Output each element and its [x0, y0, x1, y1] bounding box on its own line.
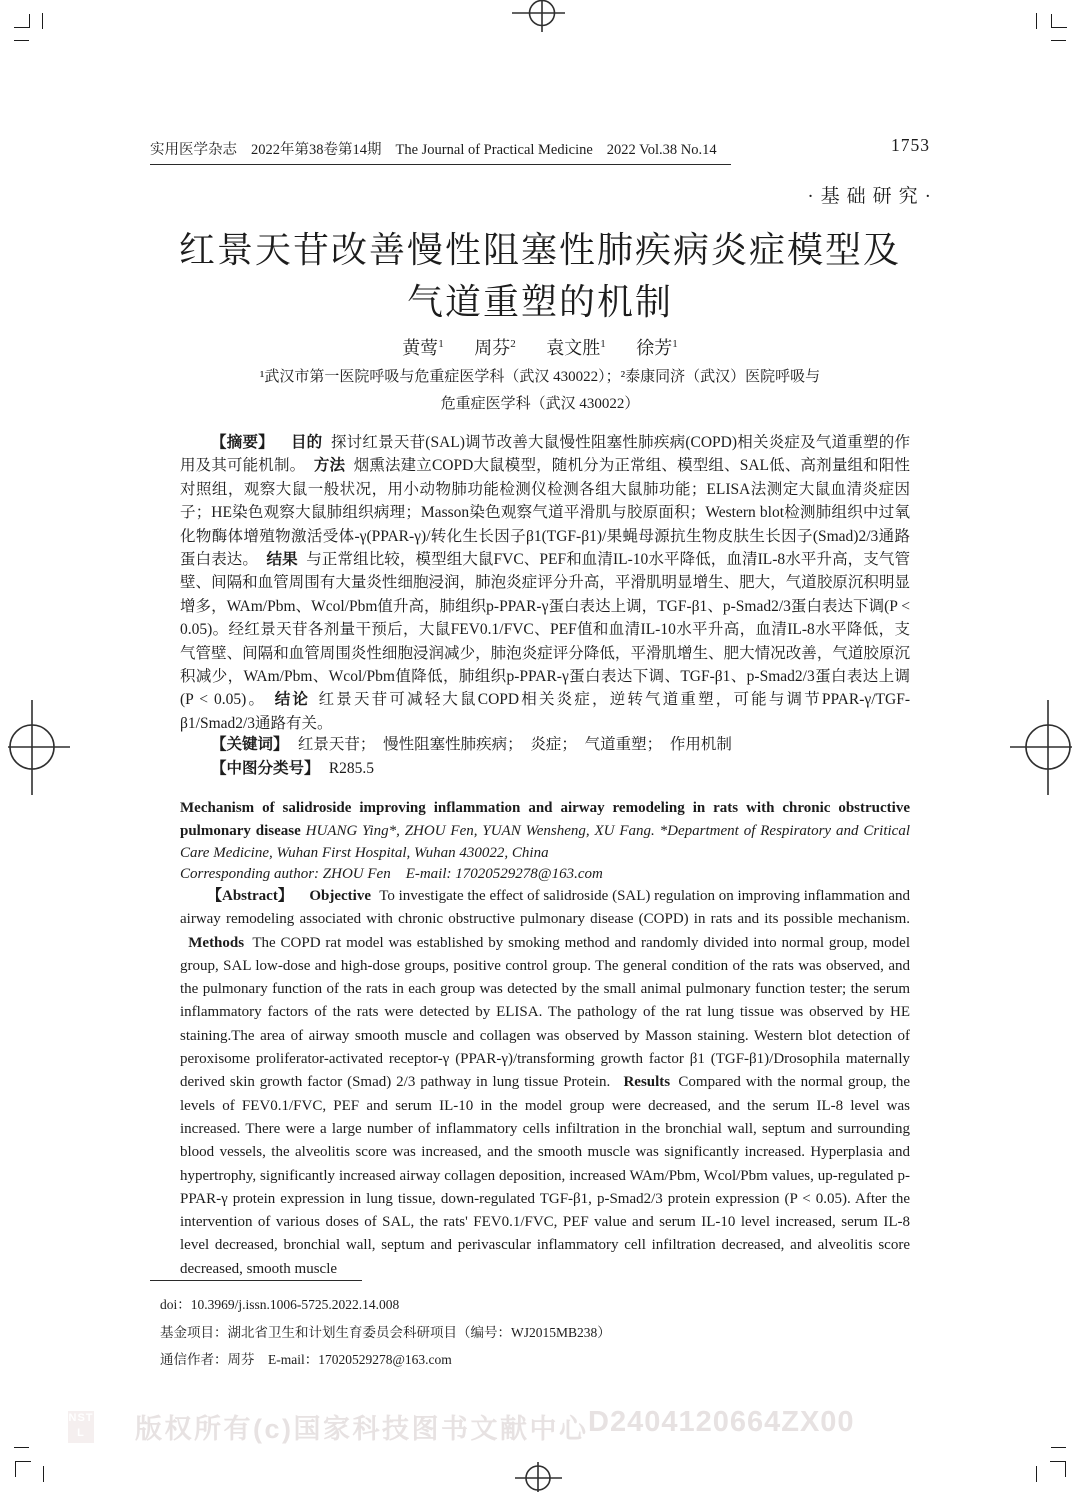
- article-title-line1: 红景天苷改善慢性阻塞性肺疾病炎症模型及: [178, 230, 901, 270]
- author-affiliation-sup: 1: [438, 338, 444, 350]
- affiliation-line2: 危重症医学科（武汉 430022）: [440, 396, 640, 412]
- methods-text: 烟熏法建立COPD大鼠模型，随机分为正常组、模型组、SAL低、高剂量组和阳性对照组，观察大鼠一般状况，用小动物肺功能检测仪检测各组大鼠肺功能；ELISA法测定大鼠血清炎症因子；HE染色观察大鼠肺组织病理；Masson染色观察气道平滑肌与胶原面积；Western blot检测肺组织中过氧化物酶体增殖物激活受体-γ(PPAR-γ)/转化生长因子β1(TGF-β1)/果蝇母源抗生物皮肤生长因子(Smad)2/3通路蛋白表达。: [180, 457, 910, 569]
- nstl-watermark-logo: NSTL: [68, 1411, 94, 1443]
- english-methods-text: The COPD rat model was established by smoking method and randomly divided into normal group, model group, SAL low-dose and high-dose groups, positive control group. The general condition of the rats was observed, and the pulmonary function of the rats in each group was detected by the small animal pulmonary function tester; the serum inflammatory factors of the rats were detected by ELISA. The pathology of the rat lung tissue was observed by HE staining.The area of airway smooth muscle and collagen was observed by Masson staining. Western blot detection of peroxisome proliferator-activated receptor-γ (PPAR-γ)/transforming growth factor β1 (TGF-β1)/Drosophila maternally derived skin growth factor (Smad) 2/3 pathway in lung tissue Protein.: [180, 934, 910, 1091]
- english-abstract: [180, 885, 910, 1281]
- crop-tick-top-right: [1036, 13, 1037, 29]
- results-label: 结果: [266, 551, 298, 569]
- english-abstract-tag: 【Abstract】: [207, 888, 293, 904]
- page-number: 1753: [891, 135, 930, 155]
- english-results-text: Compared with the normal group, the levels of FEV0.1/FVC, PEF and serum IL-10 in the model group were decreased, and the serum IL-8 level was increased. There were a large number of inflammatory cells infiltration in the bronchial wall, septum and surrounding blood vessels, the alveolitis score was increased, and the smooth muscle was significantly increased. Hyperplasia and hypertrophy, significantly increased airway collagen deposition, increased WAm/Pbm, Wcol/Pbm values, up-regulated p-PPAR-γ protein expression in lung tissue, down-regulated TGF-β1, p-Smad2/3 protein expression (P < 0.05). After the intervention of various doses of SAL, the rats' FEV0.1/FVC, PEF value and serum IL-10 level increased, serum IL-8 level decreased, bronchial wall, septum and perivascular inflammatory cell infiltration decreased, and alveolitis score decreased, smooth muscle: [180, 1074, 910, 1277]
- doi-line: doi：10.3969/j.issn.1006-5725.2022.14.008: [160, 1297, 400, 1312]
- author-name: 黄莺: [402, 338, 439, 358]
- registration-crosshair-top: [500, 0, 584, 40]
- author-affiliation-sup: 2: [510, 338, 516, 350]
- footnotes: [160, 1291, 611, 1374]
- journal-name-en: The Journal of Practical Medicine: [395, 142, 593, 158]
- author-name: 袁文胜: [546, 338, 601, 358]
- objective-text: 探讨红景天苷(SAL)调节改善大鼠慢性阻塞性肺疾病(COPD)相关炎症及气道重塑的作用及其可能机制。: [180, 434, 910, 475]
- journal-name-cn: 实用医学杂志: [150, 142, 237, 158]
- author: [636, 338, 678, 358]
- english-objective-text: To investigate the effect of salidroside (SAL) regulation on improving inflammation and airway remodeling associated with chronic obstructive pulmonary disease (COPD) in rats and its possible mechanism.: [180, 888, 910, 928]
- crop-dash-top-right: [1051, 40, 1066, 41]
- author-name: 徐芳: [636, 338, 673, 358]
- keywords-text: 红景天苷； 慢性阻塞性肺疾病； 炎症； 气道重塑； 作用机制: [297, 736, 732, 753]
- english-title-block: [180, 797, 910, 865]
- crop-tick-bottom-right: [1036, 1466, 1037, 1482]
- crop-dash-bottom-left: [14, 1447, 29, 1448]
- issue-info-en: 2022 Vol.38 No.14: [606, 142, 717, 158]
- clc-line: [180, 756, 910, 778]
- crop-mark-bottom-right: [1050, 1461, 1066, 1477]
- clc-tag: 【中图分类号】: [211, 760, 320, 777]
- english-methods-label: Methods: [188, 934, 245, 951]
- copyright-watermark-text: 版权所有(c)国家科技图书文献中心: [135, 1414, 589, 1444]
- registration-crosshair-right: [1000, 700, 1080, 795]
- registration-crosshair-left: [0, 700, 80, 795]
- author: [546, 338, 606, 358]
- english-corresponding-author: Corresponding author: ZHOU Fen E-mail: 17020529278@163.com: [180, 866, 603, 882]
- author-name: 周芬: [474, 338, 511, 358]
- crop-mark-top-left: [14, 14, 30, 28]
- conclusion-label: 结论: [274, 691, 311, 709]
- crop-mark-bottom-left: [15, 1461, 31, 1477]
- conclusion-text: 红景天苷可减轻大鼠COPD相关炎症，逆转气道重塑，可能与调节PPAR-γ/TGF-β1/Smad2/3通路有关。: [180, 691, 910, 732]
- running-head: [150, 138, 731, 165]
- crop-dash-bottom-right: [1051, 1447, 1066, 1448]
- corresponding-author-line: 通信作者：周芬 E-mail：17020529278@163.com: [160, 1352, 452, 1367]
- results-text: 与正常组比较，模型组大鼠FVC、PEF和血清IL-10水平降低，血清IL-8水平升高，支气管壁、间隔和血管周围有大量炎性细胞浸润，肺泡炎症评分升高，平滑肌明显增生、肥大，气道胶原沉积明显增多，WAm/Pbm、Wcol/Pbm值升高，肺组织p-PPAR-γ蛋白表达上调，TGF-β1、p-Smad2/3蛋白表达下调(P < 0.05)。经红景天苷各剂量干预后，大鼠FEV0.1/FVC、PEF值和血清IL-10水平升高，血清IL-8水平降低，支气管壁、间隔和血管周围炎性细胞浸润减少，肺泡炎症评分降低，平滑肌增生、肥大情况改善，气道胶原沉积减少，WAm/Pbm、Wcol/Pbm值降低，肺组织p-PPAR-γ蛋白表达下调、TGF-β1、p-Smad2/3蛋白表达上调(P < 0.05)。: [180, 551, 910, 709]
- chinese-abstract: [180, 431, 910, 735]
- affiliation-line1: ¹武汉市第一医院呼吸与危重症医学科（武汉 430022）；²泰康同济（武汉）医院呼吸与: [259, 369, 821, 385]
- author: [402, 338, 444, 358]
- keywords-line: [180, 732, 910, 754]
- objective-label: 目的: [290, 434, 323, 451]
- article-title: [0, 224, 1080, 328]
- footnote-divider: [150, 1280, 362, 1281]
- author-affiliation-sup: 1: [600, 338, 606, 350]
- crop-tick-bottom-left: [43, 1466, 44, 1482]
- english-objective-label: Objective: [309, 888, 371, 904]
- crop-mark-top-right: [1051, 14, 1067, 28]
- watermark-serial-code: D2404120664ZX00: [588, 1406, 855, 1438]
- crop-tick-top-left: [42, 13, 43, 29]
- english-authors-affiliation: HUANG Ying*, ZHOU Fen, YUAN Wensheng, XU Fang. *Department of Respiratory and Critical Care Medicine, Wuhan First Hospital, Wuhan 430022, China: [180, 822, 911, 861]
- abstract-tag: 【摘要】: [211, 434, 274, 451]
- issue-info-cn: 2022年第38卷第14期: [251, 142, 382, 158]
- author: [474, 338, 516, 358]
- author-list: [0, 334, 1080, 360]
- keywords-tag: 【关键词】: [211, 736, 289, 753]
- article-title-line2: 气道重塑的机制: [406, 282, 673, 322]
- crop-dash-top-left: [14, 40, 29, 41]
- clc-number: R285.5: [328, 760, 375, 777]
- registration-crosshair-bottom: [500, 1452, 584, 1492]
- english-results-label: Results: [623, 1074, 671, 1091]
- column-section-label: ·基础研究·: [807, 186, 938, 207]
- author-affiliation-sup: 1: [672, 338, 678, 350]
- fund-line: 基金项目：湖北省卫生和计划生育委员会科研项目（编号：WJ2015MB238）: [160, 1324, 611, 1340]
- methods-label: 方法: [313, 457, 346, 475]
- english-title: Mechanism of salidroside improving inflammation and airway remodeling in rats with chronic obstructive pulmonary disease: [180, 800, 910, 839]
